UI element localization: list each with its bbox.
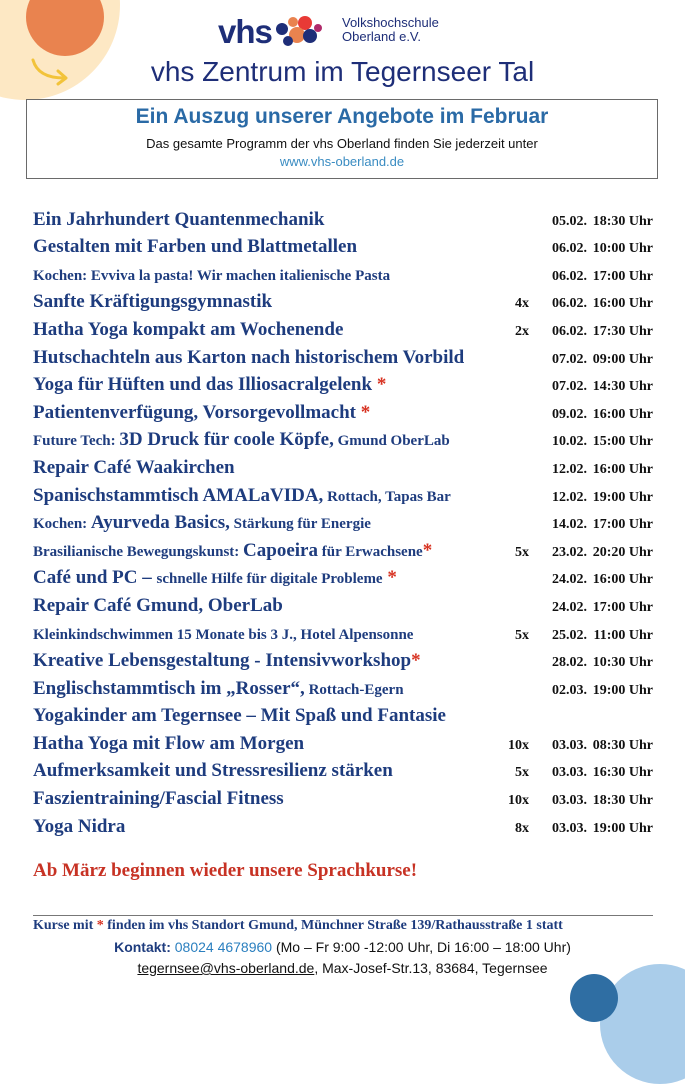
course-title-part: Kochen: Evviva la pasta! Wir machen italienische Pasta xyxy=(33,267,391,284)
course-row xyxy=(33,235,653,263)
course-date: 02.03. xyxy=(552,682,587,698)
course-time: 16:00 Uhr xyxy=(592,296,653,312)
course-row xyxy=(33,786,653,814)
course-title-part: Hatha Yoga mit Flow am Morgen xyxy=(33,732,305,754)
course-title xyxy=(33,705,446,727)
course-freq: 4x xyxy=(515,296,529,312)
course-row xyxy=(33,400,653,428)
course-freq: 5x xyxy=(515,544,529,560)
course-title-part: Patientenverfügung, Vorsorgevollmacht xyxy=(33,401,356,423)
contact-label: Kontakt: xyxy=(114,939,171,955)
course-title-part: Gestalten mit Farben und Blattmetallen xyxy=(33,236,358,258)
course-title-part: Gmund OberLab xyxy=(333,433,450,450)
course-title xyxy=(33,485,451,507)
course-time: 17:30 Uhr xyxy=(592,323,653,339)
course-title-part: Spanischstammtisch AMALaVIDA, xyxy=(33,484,324,506)
contact-phone[interactable]: 08024 4678960 xyxy=(174,939,273,955)
course-date: 25.02. xyxy=(552,627,587,643)
logo-wordmark: vhs xyxy=(218,12,272,50)
logo-name-line-1: Volkshochschule xyxy=(342,15,439,30)
course-time: 19:00 Uhr xyxy=(592,820,653,836)
course-title-part: Sanfte Kräftigungsgymnastik xyxy=(33,291,273,313)
course-title xyxy=(33,788,284,810)
course-freq: 10x xyxy=(508,737,529,753)
course-time: 17:00 Uhr xyxy=(592,599,653,615)
course-title xyxy=(33,402,370,424)
course-date: 03.03. xyxy=(552,820,587,836)
course-date: 12.02. xyxy=(552,461,587,477)
footer-address xyxy=(0,960,685,976)
footer-divider xyxy=(33,915,653,916)
course-row xyxy=(33,455,653,483)
course-title xyxy=(33,733,304,755)
course-freq: 5x xyxy=(515,765,529,781)
website-link[interactable]: www.vhs-oberland.de xyxy=(279,154,405,169)
course-date: 05.02. xyxy=(552,213,587,229)
course-title xyxy=(33,595,283,617)
course-title-part: für Erwachsene xyxy=(317,543,423,560)
course-row xyxy=(33,538,653,566)
footer-note-suffix: finden im vhs Standort Gmund, Münchner Straße 139/Rathausstraße 1 statt xyxy=(103,918,563,933)
course-row xyxy=(33,759,653,787)
offer-heading: Ein Auszug unserer Angebote im Februar xyxy=(135,105,549,128)
course-row xyxy=(33,566,653,594)
course-time: 17:00 Uhr xyxy=(592,268,653,284)
course-title-part: Faszientraining/Fascial Fitness xyxy=(33,788,284,810)
decor-circle-dark-blue xyxy=(570,974,618,1022)
course-row xyxy=(33,317,653,345)
course-title xyxy=(33,650,421,672)
course-title-part: 3D Druck für coole Köpfe, xyxy=(119,429,334,451)
course-title xyxy=(33,429,450,451)
contact-address: , Max-Josef-Str.13, 83684, Tegernsee xyxy=(314,960,548,976)
course-row xyxy=(33,731,653,759)
offer-subtext: Das gesamte Programm der vhs Oberland finden Sie jederzeit unter xyxy=(146,136,538,151)
course-date: 12.02. xyxy=(552,489,587,505)
course-title xyxy=(33,291,272,313)
course-time: 14:30 Uhr xyxy=(592,379,653,395)
course-row xyxy=(33,262,653,290)
contact-hours: (Mo – Fr 9:00 -12:00 Uhr, Di 16:00 – 18:00 Uhr) xyxy=(275,939,571,955)
course-title-part: Kreative Lebensgestaltung - Intensivworkshop xyxy=(33,650,412,672)
footer-note-prefix: Kurse mit xyxy=(33,918,97,933)
course-title-part: Capoeira xyxy=(243,539,318,561)
course-title-part: Ein Jahrhundert Quantenmechanik xyxy=(33,208,325,230)
offer-box xyxy=(26,99,658,179)
course-row xyxy=(33,511,653,539)
course-list xyxy=(33,207,653,842)
course-date: 23.02. xyxy=(552,544,587,560)
course-time: 15:00 Uhr xyxy=(592,434,653,450)
course-time: 16:30 Uhr xyxy=(592,765,653,781)
gmund-location-star: * xyxy=(422,539,433,561)
course-freq: 5x xyxy=(515,627,529,643)
course-time: 11:00 Uhr xyxy=(593,627,653,643)
decor-circle-light-blue xyxy=(600,964,685,1084)
course-time: 18:30 Uhr xyxy=(592,213,653,229)
course-title-part: Aufmerksamkeit und Stressresilienz stärken xyxy=(33,760,393,782)
course-row xyxy=(33,428,653,456)
course-title-part: Kleinkindschwimmen 15 Monate bis 3 J., xyxy=(33,626,297,643)
logo-organization-name xyxy=(342,16,439,44)
course-date: 09.02. xyxy=(552,406,587,422)
course-date: 24.02. xyxy=(552,599,587,615)
logo-dots-icon xyxy=(274,14,324,48)
course-title xyxy=(33,760,393,782)
course-title xyxy=(33,347,464,369)
course-title-part: Café und PC – xyxy=(33,567,157,589)
course-date: 03.03. xyxy=(552,737,587,753)
course-row xyxy=(33,207,653,235)
footer-location-note xyxy=(33,918,653,934)
course-row xyxy=(33,373,653,401)
course-time: 10:30 Uhr xyxy=(592,655,653,671)
course-title-part: Kochen: xyxy=(33,516,91,533)
course-freq: 2x xyxy=(515,323,529,339)
course-row xyxy=(33,483,653,511)
course-time: 09:00 Uhr xyxy=(592,351,653,367)
course-title-part: Rottach-Egern xyxy=(304,681,404,698)
footer-contact xyxy=(0,939,685,955)
course-date: 24.02. xyxy=(552,572,587,588)
vhs-logo xyxy=(218,12,324,50)
course-row xyxy=(33,290,653,318)
course-time: 10:00 Uhr xyxy=(592,241,653,257)
course-title-part: Yoga für Hüften und das Illiosacralgelenk xyxy=(33,374,373,396)
gmund-location-star: * xyxy=(355,401,371,423)
course-title xyxy=(33,319,343,341)
footer-note-star: * xyxy=(96,918,104,933)
course-title-part: Hutschachteln aus Karton nach historischem Vorbild xyxy=(33,346,465,368)
course-date: 07.02. xyxy=(552,379,587,395)
course-title xyxy=(33,236,357,258)
course-title xyxy=(33,374,386,396)
course-time: 19:00 Uhr xyxy=(592,489,653,505)
course-title-part: Repair Café Gmund, OberLab xyxy=(33,594,283,616)
course-freq: 8x xyxy=(515,820,529,836)
course-title xyxy=(33,457,235,479)
course-date: 03.03. xyxy=(552,765,587,781)
course-title-part: Hotel Alpensonne xyxy=(296,626,414,643)
course-time: 16:00 Uhr xyxy=(592,406,653,422)
course-time: 19:00 Uhr xyxy=(592,682,653,698)
course-date: 14.02. xyxy=(552,517,587,533)
course-title xyxy=(33,623,413,645)
gmund-location-star: * xyxy=(372,374,387,396)
course-title-part: Yogakinder am Tegernsee – Mit Spaß und Fantasie xyxy=(33,705,446,727)
course-time: 20:20 Uhr xyxy=(592,544,653,560)
course-time: 08:30 Uhr xyxy=(592,737,653,753)
course-row xyxy=(33,621,653,649)
course-time: 16:00 Uhr xyxy=(592,461,653,477)
gmund-location-star: * xyxy=(382,567,397,589)
course-row xyxy=(33,676,653,704)
course-time: 16:00 Uhr xyxy=(592,572,653,588)
course-title-part: Englischstammtisch im „Rosser“, xyxy=(33,677,305,699)
course-date: 03.03. xyxy=(552,793,587,809)
course-row xyxy=(33,345,653,373)
course-title xyxy=(33,512,371,534)
course-time: 17:00 Uhr xyxy=(592,517,653,533)
course-title-part: Ayurveda Basics, xyxy=(90,512,230,534)
course-title-part: Future Tech: xyxy=(33,433,120,450)
course-title xyxy=(33,540,432,562)
course-date: 07.02. xyxy=(552,351,587,367)
course-title xyxy=(33,209,324,231)
page-title: vhs Zentrum im Tegernseer Tal xyxy=(150,56,535,87)
course-row xyxy=(33,649,653,677)
course-date: 06.02. xyxy=(552,323,587,339)
course-date: 10.02. xyxy=(552,434,587,450)
course-title-part: Yoga Nidra xyxy=(33,815,126,837)
gmund-location-star: * xyxy=(411,650,421,672)
course-title xyxy=(33,678,404,700)
course-title-part: Rottach, Tapas Bar xyxy=(323,488,451,505)
course-title-part: Brasilianische Bewegungskunst: xyxy=(33,543,244,560)
course-date: 28.02. xyxy=(552,655,587,671)
course-date: 06.02. xyxy=(552,268,587,284)
course-time: 18:30 Uhr xyxy=(592,793,653,809)
course-date: 06.02. xyxy=(552,296,587,312)
course-row xyxy=(33,593,653,621)
course-title-part: Stärkung für Energie xyxy=(229,516,371,533)
course-title xyxy=(33,264,390,286)
course-freq: 10x xyxy=(508,793,529,809)
course-title-part: schnelle Hilfe für digitale Probleme xyxy=(156,571,383,588)
contact-email-link[interactable]: tegernsee@vhs-oberland.de xyxy=(137,960,315,976)
course-title-part: Repair Café Waakirchen xyxy=(33,456,235,478)
course-title xyxy=(33,816,125,838)
course-row xyxy=(33,814,653,842)
course-title xyxy=(33,567,397,589)
language-courses-notice: Ab März beginnen wieder unsere Sprachkurse! xyxy=(33,860,418,881)
course-date: 06.02. xyxy=(552,241,587,257)
course-title-part: Hatha Yoga kompakt am Wochenende xyxy=(33,318,344,340)
logo-name-line-2: Oberland e.V. xyxy=(342,29,422,44)
course-row xyxy=(33,704,653,732)
